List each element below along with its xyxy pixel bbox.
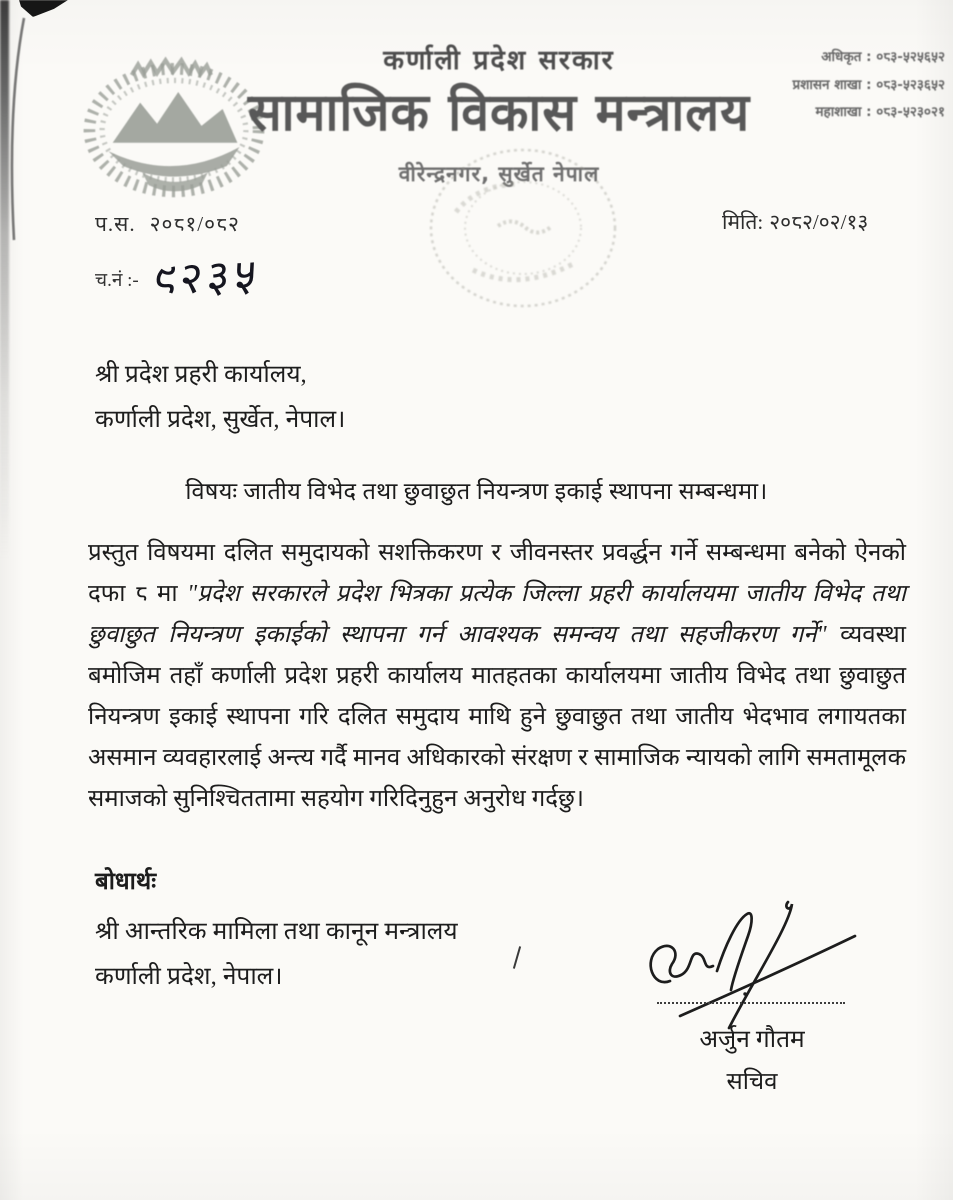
government-name: कर्णाली प्रदेश सरकार <box>383 45 615 76</box>
handwritten-dispatch-number: ९२३५ <box>151 249 262 306</box>
contact-numbers <box>793 44 945 127</box>
recipient-line: कर्णाली प्रदेश, सुर्खेत, नेपाल। <box>95 406 346 433</box>
dispatch-number-line <box>95 249 262 306</box>
letter-number-label: प.स. <box>95 212 136 236</box>
scan-artifact-corner-mark <box>18 0 68 17</box>
handwritten-signature-icon <box>625 886 895 1036</box>
signatory-name: अर्जुन गौतम <box>699 1026 805 1053</box>
contact-line: अधिकृत : ०८३-५२५६५२ <box>821 49 945 65</box>
date-line <box>722 208 868 236</box>
letter-number-value: २०८१/०८२ <box>149 212 240 236</box>
stray-pen-mark <box>513 946 521 969</box>
letter-number-line <box>95 210 240 238</box>
cc-heading: बोधार्थः <box>95 869 157 895</box>
recipient-address <box>95 352 345 442</box>
contact-line: महाशाखा : ०८३-५२३०२१ <box>815 104 945 121</box>
body-text: प्रस्तुत विषयमा दलित समुदायको सशक्तिकरण र जीवनस्तर प्रवर्द्धन गर्ने सम्बन्धमा बनेको ऐनको दफा ८ मा <box>88 540 906 607</box>
subject-line: विषयः जातीय विभेद तथा छुवाछुत नियन्त्रण इकाई स्थापना सम्बन्धमा। <box>185 479 768 505</box>
cc-line: श्री आन्तरिक मामिला तथा कानून मन्त्रालय <box>95 918 458 945</box>
cc-block <box>95 860 458 999</box>
date-value: २०८२/०२/१३ <box>769 210 869 234</box>
signatory-title: सचिव <box>726 1069 778 1095</box>
round-office-stamp-icon <box>418 142 628 314</box>
ministry-name: सामाजिक विकास मन्त्रालय <box>247 81 751 143</box>
letterhead-address: वीरेन्द्रनगर, सुर्खेत नेपाल <box>398 162 600 186</box>
letter-body <box>88 533 906 820</box>
signature-dotted-line <box>657 1002 845 1004</box>
recipient-line: श्री प्रदेश प्रहरी कार्यालय, <box>95 361 307 388</box>
date-label: मिति: <box>722 210 764 234</box>
body-text: व्यवस्था बमोजिम तहाँ कर्णाली प्रदेश प्रहरी कार्यालय मातहतका कार्यालयमा जातीय विभेद तथा छुवाछुत नियन्त्रण इकाई स्थापना गरि दलित समुदाय माथि हुने छुवाछुत तथा जातीय भेदभाव लगायतका असमान व्यवहारलाई अन्त्य गर्दै मानव अधिकारको संरक्षण र सामाजिक न्यायको लागि समतामूलक समाजको सुनिश्चिततामा सहयोग गरिदिनुहुन अनुरोध गर्दछु। <box>88 622 906 812</box>
scan-artifact-pen-line <box>4 16 36 246</box>
quoted-legal-text: "प्रदेश सरकारले प्रदेश भित्रका प्रत्येक जिल्ला प्रहरी कार्यालयमा जातीय विभेद तथा छुवाछुत नियन्त्रण इकाईको स्थापना गर्न आवश्यक समन्वय तथा सहजीकरण गर्ने" <box>88 581 906 648</box>
cc-line: कर्णाली प्रदेश, नेपाल। <box>95 963 283 990</box>
contact-line: प्रशासन शाखा : ०८३-५२३६५२ <box>792 76 945 93</box>
dispatch-number-label: च.नं :- <box>95 270 139 291</box>
